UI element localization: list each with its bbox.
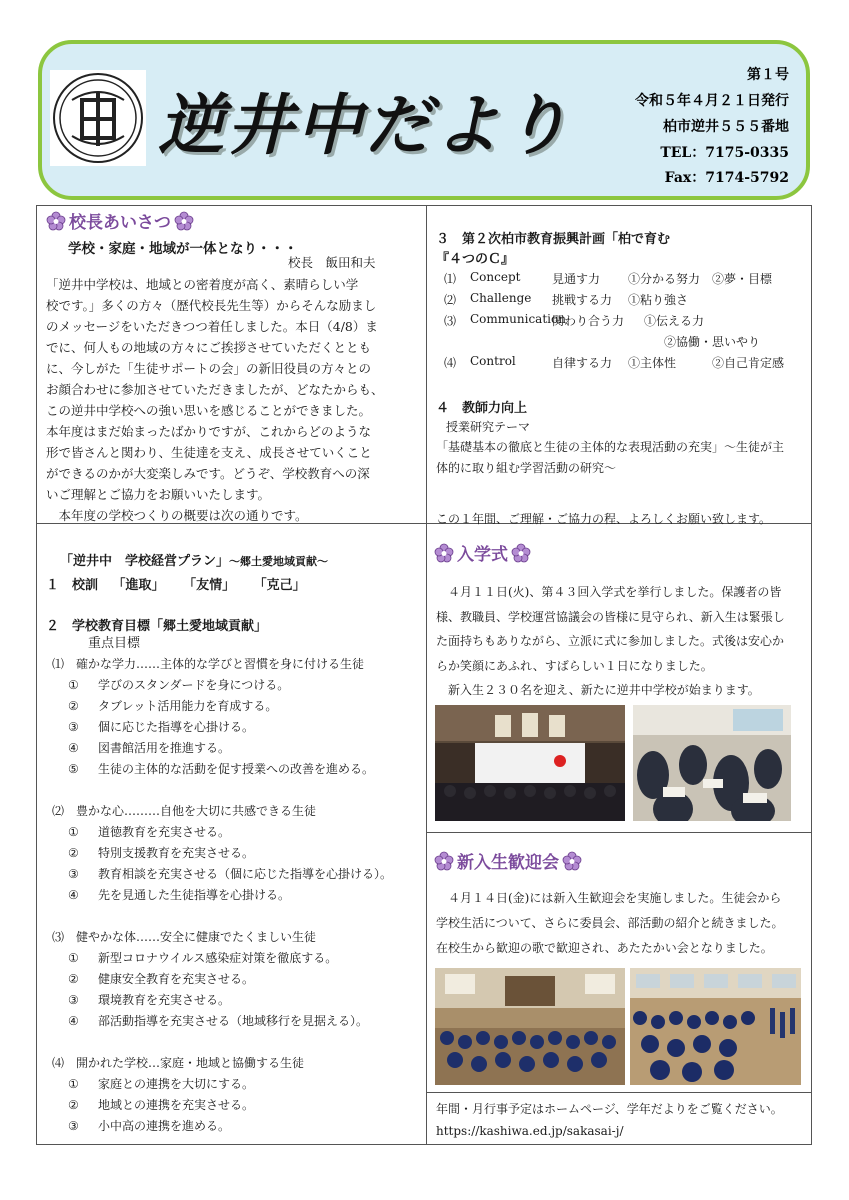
city-plan-power: 見通す力 <box>552 272 601 286</box>
entrance-ceremony-photo <box>435 705 625 821</box>
theme-line-1: 「基礎基本の徹底と生徒の主体的な表現活動の充実」〜生徒が主 <box>436 440 785 454</box>
goal-item <box>52 885 422 906</box>
city-plan-num: ⑴ <box>444 272 457 286</box>
classroom-photo <box>633 705 791 821</box>
goal-group <box>52 654 422 780</box>
goal-group-heading: ⑶ 健やかな体……安全に健康でたくましい生徒 <box>52 930 317 944</box>
right-divider-2 <box>426 832 812 833</box>
goal-item-number: ⑤ <box>68 762 79 776</box>
goal-item-number: ③ <box>68 1119 79 1133</box>
goal-item <box>52 864 422 885</box>
goal-group-heading: ⑵ 豊かな心………自他を大切に共感できる生徒 <box>52 804 317 818</box>
teacher-heading: ４ 教師力向上 <box>436 401 528 416</box>
welcome-body-line: 在校生から歓迎の歌で歓迎され、あたたかい会となりました。 <box>436 941 773 955</box>
goal-item <box>52 1074 422 1095</box>
issue-date: 令和５年４月２１日発行 <box>635 93 789 109</box>
school-logo <box>50 70 146 166</box>
goal-item-text: 学びのスタンダードを身につける。 <box>98 678 290 692</box>
goal-item-text: 先を見通した生徒指導を心掛ける。 <box>98 888 291 902</box>
goal-group <box>52 1053 422 1137</box>
goal-item-text: 生徒の主体的な活動を促す授業への改善を進める。 <box>98 762 375 776</box>
goal-group <box>52 927 422 1032</box>
goal-item-text: 教育相談を充実させる（個に応じた指導を心掛ける）。 <box>98 867 393 881</box>
right-divider-3 <box>426 1092 812 1093</box>
gym-photo <box>435 968 625 1085</box>
goal-group-heading: ⑴ 確かな学力……主体的な学びと習慣を身に付ける生徒 <box>52 657 365 671</box>
principal-body-line: 本年度はまだ始まったばかりですが、これからどのような <box>46 424 372 439</box>
goal-item-number: ① <box>68 951 79 965</box>
goal-item-text: 家庭との連携を大切にする。 <box>98 1077 255 1091</box>
city-plan-a: ①伝える力 <box>644 314 705 328</box>
entrance-title-text: 入学式 <box>457 545 508 565</box>
city-plan-name: Control <box>470 354 516 368</box>
city-plan-row <box>444 291 804 312</box>
goal-item <box>52 969 422 990</box>
plan-title-text: 「逆井中 学校経営プラン」 <box>60 554 230 569</box>
goal-item-text: 特別支援教育を充実させる。 <box>98 846 255 860</box>
motto-item: 「進取」 <box>112 578 165 593</box>
city-plan-heading-2: 『４つのＣ』 <box>436 252 515 267</box>
city-plan-b: ②夢・目標 <box>712 272 773 286</box>
school-tel: TEL：7175-0335 <box>660 145 789 161</box>
city-plan-heading-1: ３ 第２次柏市教育振興計画「柏で育む <box>436 232 671 247</box>
goal-item <box>52 843 422 864</box>
goal-item-text: 地域との連携を充実させる。 <box>98 1098 255 1112</box>
goal-item-number: ④ <box>68 888 79 902</box>
principal-author: 校長 飯田和夫 <box>288 255 376 270</box>
welcome-body-line: 学校生活について、さらに委員会、部活動の紹介と続きました。 <box>436 916 784 930</box>
motto-label: １ 校訓 <box>46 578 99 593</box>
goal-item-text: 新型コロナウイルス感染症対策を徹底する。 <box>98 951 338 965</box>
goal-item <box>52 822 422 843</box>
flower-icon <box>434 851 454 871</box>
school-website-link[interactable]: https://kashiwa.ed.jp/sakasai-j/ <box>436 1124 624 1138</box>
principal-body-line: のメッセージをいただきつつ着任しました。本日（4/8）ま <box>46 319 378 334</box>
city-plan-num: ⑵ <box>444 293 457 307</box>
flower-icon <box>46 211 66 231</box>
principal-body-line: この逆井中学校への強い思いを感じることができました。 <box>46 403 372 418</box>
goal-heading: ２ 学校教育目標「郷土愛地域貢献」 <box>46 619 268 634</box>
school-address: 柏市逆井５５５番地 <box>663 119 789 135</box>
principal-body-line: ができるのかが大変楽しみです。どうぞ、学校教育への深 <box>46 466 370 481</box>
city-plan-b: ②自己肯定感 <box>712 356 785 370</box>
goal-item <box>52 1116 422 1137</box>
entrance-body-line: 新入生２３０名を迎え、新たに逆井中学校が始まります。 <box>436 683 760 697</box>
welcome-title-text: 新入生歓迎会 <box>457 853 559 873</box>
goal-item <box>52 717 422 738</box>
city-plan-row <box>444 312 804 354</box>
goal-item-text: 道徳教育を充実させる。 <box>98 825 231 839</box>
goal-subheading: 重点目標 <box>88 636 141 651</box>
motto-row <box>46 574 306 593</box>
flower-icon <box>562 851 582 871</box>
city-plan-row <box>444 354 804 375</box>
entrance-body-line: ４月１１日(火)、第４３回入学式を挙行しました。保護者の皆 <box>448 585 782 599</box>
goal-item-number: ③ <box>68 867 79 881</box>
issue-number: 第１号 <box>747 67 789 83</box>
city-plan-power: 自律する力 <box>552 356 613 370</box>
welcome-section-title <box>434 848 582 873</box>
assembly-photo <box>630 968 801 1085</box>
city-plan-rows <box>444 270 804 375</box>
entrance-body-line: らか笑顔にあふれ、すばらしい１日になりました。 <box>436 658 713 673</box>
city-plan-num: ⑷ <box>444 356 457 370</box>
city-plan-a: ①主体性 <box>628 356 677 370</box>
goal-item <box>52 675 422 696</box>
city-plan-power: 関わり合う力 <box>552 314 625 328</box>
principal-body-line: 本年度の学校つくりの概要は次の通りです。 <box>46 508 308 523</box>
goal-item-number: ② <box>68 699 79 713</box>
theme-label: 授業研究テーマ <box>446 420 531 434</box>
closing-text: この１年間、ご理解・ご協力の程、よろしくお願い致します。 <box>436 512 772 526</box>
principal-body-line: お顔合わせに参加させていただきましたが、どなたからも、 <box>46 382 384 397</box>
flower-icon <box>434 543 454 563</box>
principal-body-line: に、今しがた「生徒サポートの会」の新旧役員の方々との <box>46 361 372 376</box>
goal-item-number: ① <box>68 825 79 839</box>
goal-item <box>52 948 422 969</box>
motto-item: 「克己」 <box>253 578 306 593</box>
city-plan-b: ②協働・思いやり <box>664 335 761 349</box>
principal-headline: 学校・家庭・地域が一体となり・・・ <box>68 241 298 257</box>
schedule-note: 年間・月行事予定はホームページ、学年だよりをご覧ください。 <box>436 1102 783 1116</box>
goal-item-text: 環境教育を充実させる。 <box>98 993 231 1007</box>
goal-item <box>52 1011 422 1032</box>
theme-line-2: 体的に取り組む学習活動の研究〜 <box>436 461 617 475</box>
goal-item-number: ① <box>68 1077 79 1091</box>
city-plan-name: Concept <box>470 270 521 284</box>
goal-item-text: 個に応じた指導を心掛ける。 <box>98 720 255 734</box>
city-plan-a: ①分かる努力 <box>628 272 701 286</box>
goal-item <box>52 696 422 717</box>
goal-item-text: 部活動指導を充実させる（地域移行を見据える）。 <box>98 1014 369 1028</box>
plan-title <box>60 550 328 569</box>
goal-item-text: 小中高の連携を進める。 <box>98 1119 231 1133</box>
city-plan-row <box>444 270 804 291</box>
principal-body-line: いご理解とご協力をお願いいたします。 <box>46 487 271 502</box>
goal-item-number: ② <box>68 846 79 860</box>
city-plan-name: Communication <box>470 312 566 326</box>
flower-icon <box>511 543 531 563</box>
principal-body <box>46 274 421 526</box>
newsletter-title: 逆井中だより <box>158 86 572 164</box>
principal-body-line: 「逆井中学校は、地域との密着度が高く、素晴らしい学 <box>46 277 359 292</box>
principal-body-line: でに、何人もの地域の方々にご挨拶させていただくととも <box>46 340 372 355</box>
goal-item-text: 健康安全教育を充実させる。 <box>98 972 255 986</box>
goal-item <box>52 990 422 1011</box>
city-plan-num: ⑶ <box>444 314 457 328</box>
goal-item-number: ② <box>68 1098 79 1112</box>
plan-groups <box>52 654 422 1137</box>
goal-item-number: ③ <box>68 993 79 1007</box>
welcome-body-line: ４月１４日(金)には新入生歓迎会を実施しました。生徒会から <box>448 891 782 905</box>
principal-title-text: 校長あいさつ <box>69 213 171 233</box>
goal-group <box>52 801 422 906</box>
flower-icon <box>174 211 194 231</box>
entrance-body <box>436 580 808 703</box>
goal-item-number: ② <box>68 972 79 986</box>
goal-item <box>52 1095 422 1116</box>
motto-item: 「友情」 <box>183 578 236 593</box>
principal-body-line: 校です。」多くの方々（歴代校長先生等）からそんな励まし <box>46 298 377 313</box>
goal-item <box>52 759 422 780</box>
principal-section-title <box>46 208 194 233</box>
column-divider <box>426 205 427 1145</box>
goal-item-number: ① <box>68 678 79 692</box>
entrance-body-line: 様、教職員、学校運営協議会の皆様に見守られ、新入生は緊張し <box>436 609 785 624</box>
entrance-section-title <box>434 540 531 565</box>
principal-body-line: 形で皆さんと関わり、生徒達を支え、成長させていくこと <box>46 445 372 460</box>
goal-item-number: ④ <box>68 741 79 755</box>
city-plan-name: Challenge <box>470 291 532 305</box>
goal-group-heading: ⑷ 開かれた学校…家庭・地域と協働する生徒 <box>52 1056 305 1070</box>
plan-title-sub: 〜郷土愛地域貢献〜 <box>229 555 329 568</box>
goal-item <box>52 738 422 759</box>
goal-item-number: ③ <box>68 720 79 734</box>
goal-item-number: ④ <box>68 1014 79 1028</box>
school-fax: Fax：7174-5792 <box>664 170 789 186</box>
goal-item-text: 図書館活用を推進する。 <box>98 741 231 755</box>
city-plan-power: 挑戦する力 <box>552 293 613 307</box>
welcome-body <box>436 886 808 961</box>
entrance-body-line: た面持ちもありながら、立派に式に参加しました。式後は安心か <box>436 634 785 648</box>
city-plan-a: ①粘り強さ <box>628 293 689 307</box>
goal-item-text: タブレット活用能力を育成する。 <box>98 699 278 713</box>
